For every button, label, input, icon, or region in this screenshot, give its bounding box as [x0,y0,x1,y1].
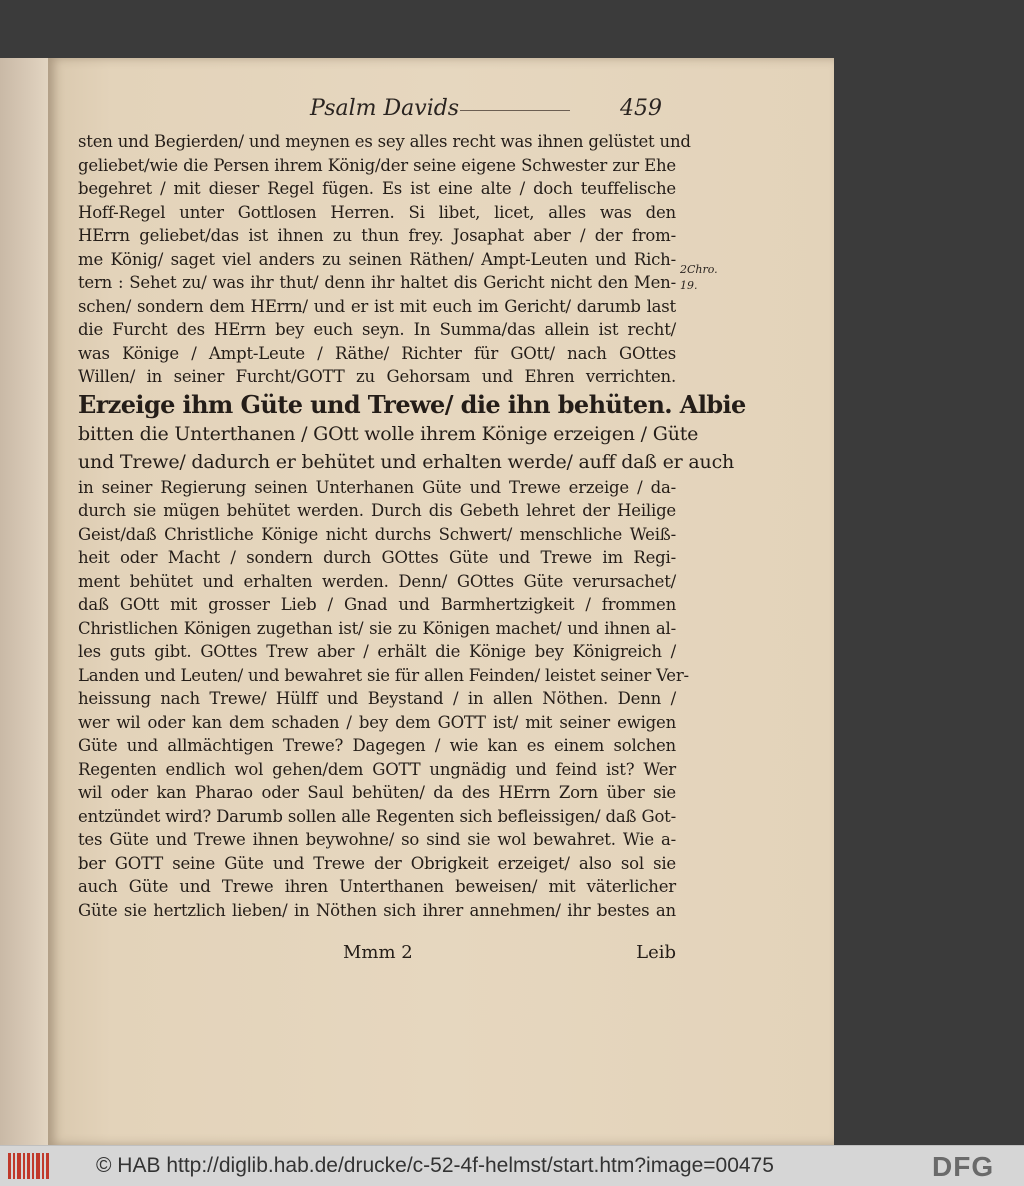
text-line: Geist/daß Christliche Könige nicht durchs Schwert/ menschliche Weiß- [78,524,676,544]
text-line: tern : Sehet zu/ was ihr thut/ denn ihr haltet dis Gericht nicht den Men- [78,273,676,292]
text-line: les guts gibt. GOttes Trew aber / erhält die Könige bey Königreich / [78,642,676,661]
text-line: Landen und Leuten/ und bewahret sie für allen Feinden/ leistet seiner Ver- [78,665,689,685]
text-line: HErrn geliebet/das ist ihnen zu thun frey. Josaphat aber / der from- [78,226,676,245]
text-line: begehret / mit dieser Regel fügen. Es ist eine alte / doch teuffelische [78,179,676,198]
text-line: geliebet/wie die Persen ihrem König/der seine eigene Schwester zur Ehe [78,155,676,175]
signature-mark: Mmm 2 [343,942,413,963]
text-line: auch Güte und Trewe ihren Unterthanen beweisen/ mit väterlicher [78,877,676,896]
marginal-note-line: 19. [680,279,698,292]
text-line: durch sie mügen behütet werden. Durch dis Gebeth lehret der Heilige [78,501,676,520]
page-number: 459 [620,96,662,121]
catchword: Leib [636,942,676,963]
text-line: schen/ sondern dem HErrn/ und er ist mit euch im Gericht/ darumb last [78,296,676,316]
running-head-title: Psalm Davids [310,96,460,121]
text-line: Güte sie hertzlich lieben/ in Nöthen sich ihrer annehmen/ ihr bestes an [78,900,676,920]
book-page [48,58,834,1145]
text-line: bitten die Unterthanen / GOtt wolle ihrem Könige erzeigen / Güte [78,422,699,445]
text-line: wer wil oder kan dem schaden / bey dem GOTT ist/ mit seiner ewigen [78,712,676,732]
text-line: Güte und allmächtigen Trewe? Dagegen / wie kan es einem solchen [78,736,676,755]
hab-barcode-icon [8,1153,52,1179]
text-line: sten und Begierden/ und meynen es sey alles recht was ihnen gelüstet und [78,132,691,151]
text-line: daß GOtt mit grosser Lieb / Gnad und Barmhertzigkeit / frommen [78,595,676,614]
marginal-note-line: 2Chro. [680,263,718,276]
text-line: heissung nach Trewe/ Hülff und Beystand / in allen Nöthen. Denn / [78,689,676,708]
copyright-link[interactable]: © HAB http://diglib.hab.de/drucke/c-52-4f-helmst/start.htm?image=00475 [96,1154,774,1177]
header-rule [460,110,570,111]
text-line: Regenten endlich wol gehen/dem GOTT ungnädig und feind ist? Wer [78,759,676,779]
text-line: me König/ saget viel anders zu seinen Räthen/ Ampt-Leuten und Rich- [78,249,676,269]
text-line: entzündet wird? Darumb sollen alle Regenten sich befleissigen/ daß Got- [78,806,676,826]
running-header [310,96,710,126]
text-line: die Furcht des HErrn bey euch seyn. In Summa/das allein ist recht/ [78,320,676,339]
dfg-logo: DFG [932,1151,995,1182]
text-line: Erzeige ihm Güte und Trewe/ die ihn behüten. Albie [78,389,746,419]
text-line: in seiner Regierung seinen Unterhanen Güte und Trewe erzeige / da- [78,477,676,497]
text-line: ber GOTT seine Güte und Trewe der Obrigkeit erzeiget/ also sol sie [78,853,676,873]
text-line: Hoff-Regel unter Gottlosen Herren. Si libet, licet, alles was den [78,202,676,222]
text-line: was Könige / Ampt-Leute / Räthe/ Richter für GOtt/ nach GOttes [78,343,676,363]
marginal-note [680,262,730,294]
text-line: Willen/ in seiner Furcht/GOTT zu Gehorsam und Ehren verrichten. [78,367,676,386]
text-line: tes Güte und Trewe ihnen beywohne/ so sind sie wol bewahret. Wie a- [78,830,676,849]
text-line: Christlichen Königen zugethan ist/ sie zu Königen machet/ und ihnen al- [78,618,676,638]
page-footer [78,942,676,968]
text-line: und Trewe/ dadurch er behütet und erhalten werde/ auff daß er auch [78,450,735,473]
facing-page-edge [0,58,50,1145]
text-line: ment behütet und erhalten werden. Denn/ GOttes Güte verursachet/ [78,571,676,591]
text-line: heit oder Macht / sondern durch GOttes Güte und Trewe im Regi- [78,548,676,567]
viewer-footer [0,1145,1024,1186]
text-line: wil oder kan Pharao oder Saul behüten/ da des HErrn Zorn über sie [78,783,676,802]
